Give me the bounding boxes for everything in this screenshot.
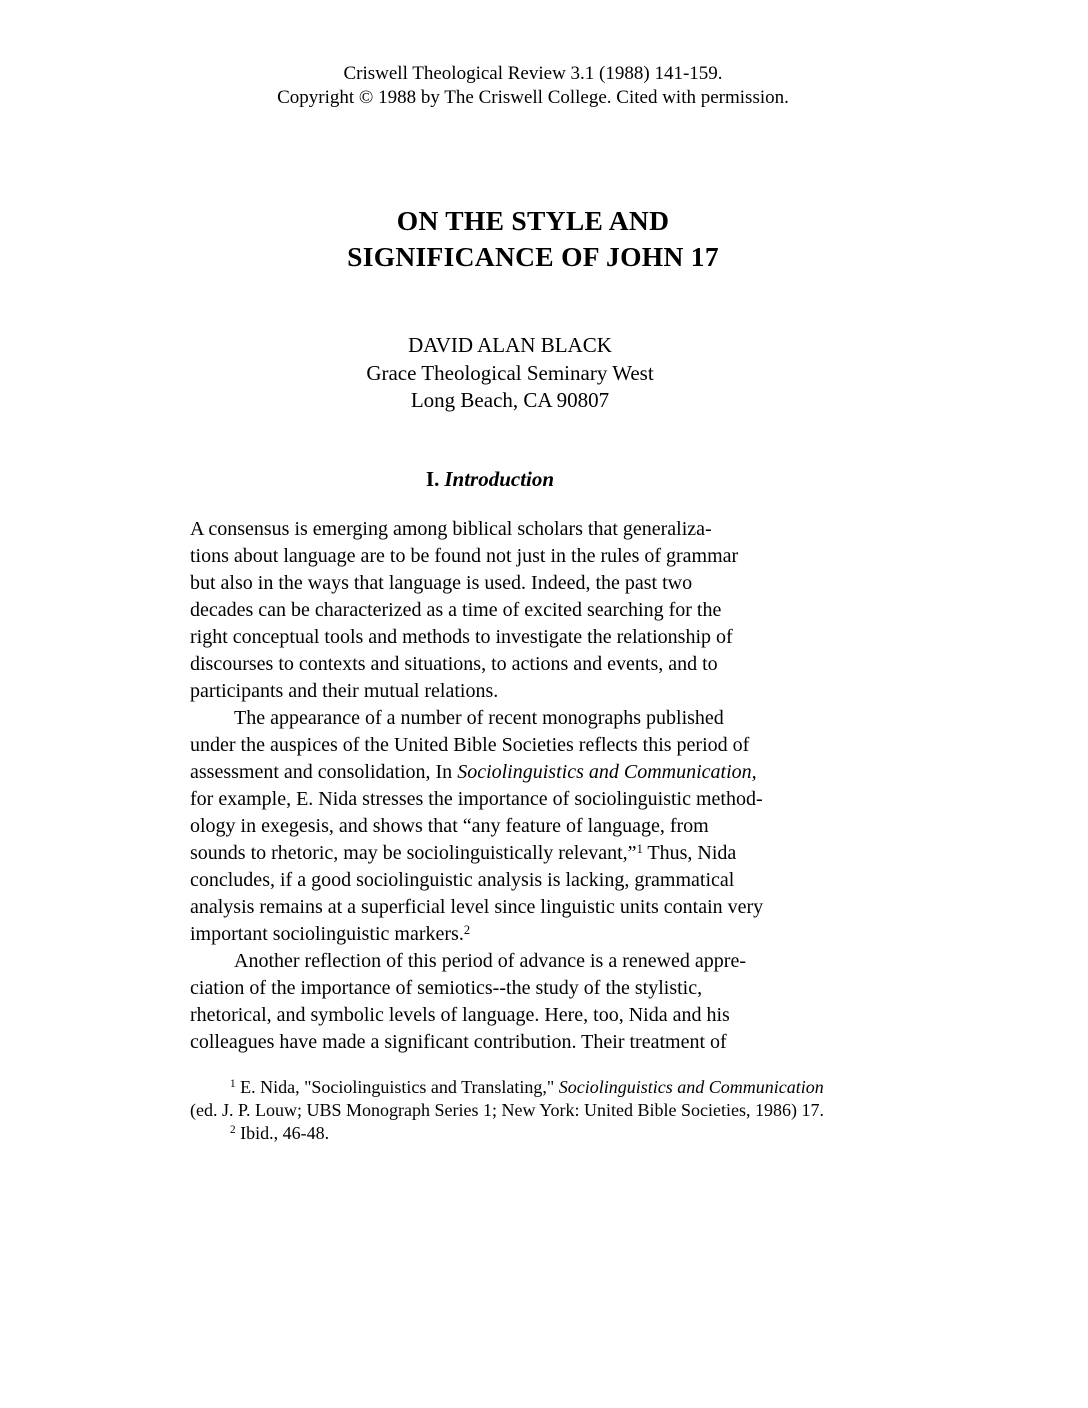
text-segment: analysis remains at a superficial level since linguistic units contain very xyxy=(190,896,764,918)
text-segment: decades can be characterized as a time of excited searching for the xyxy=(190,599,722,621)
text-line xyxy=(190,1099,824,1122)
text-line xyxy=(190,1076,824,1099)
text-segment: tions about language are to be found not just in the rules of grammar xyxy=(190,545,739,567)
text-line xyxy=(190,867,763,894)
text-segment: rhetorical, and symbolic levels of language. Here, too, Nida and his xyxy=(190,1004,730,1026)
text-line xyxy=(190,705,763,732)
text-line xyxy=(190,597,763,624)
text-line xyxy=(190,1122,824,1145)
footnotes xyxy=(190,1076,824,1145)
text-segment: Ibid., 46-48. xyxy=(235,1123,330,1143)
text-segment: ology in exegesis, and shows that “any feature of language, from xyxy=(190,815,709,837)
text-segment: colleagues have made a significant contribution. Their treatment of xyxy=(190,1031,727,1053)
article-title xyxy=(190,203,876,275)
footnote-reference: 2 xyxy=(230,1124,236,1137)
text-segment: for example, E. Nida stresses the importance of sociolinguistic method- xyxy=(190,788,763,810)
text-line xyxy=(190,543,763,570)
footnote-reference: 2 xyxy=(463,922,471,937)
text-line xyxy=(190,732,763,759)
text-segment: under the auspices of the United Bible Societies reflects this period of xyxy=(190,734,750,756)
text-line xyxy=(190,759,763,786)
section-title: Introduction xyxy=(444,467,555,491)
author-name: DAVID ALAN BLACK xyxy=(408,333,612,357)
journal-citation: Criswell Theological Review 3.1 (1988) 141-159. xyxy=(343,63,723,84)
text-line xyxy=(190,921,763,948)
text-line xyxy=(190,1002,763,1029)
author-institution: Grace Theological Seminary West xyxy=(366,360,654,385)
text-segment: (ed. J. P. Louw; UBS Monograph Series 1; New York: United Bible Societies, 1986) 17. xyxy=(190,1100,824,1120)
text-line xyxy=(190,840,763,867)
text-segment: assessment and consolidation, In xyxy=(190,761,458,783)
text-segment: concludes, if a good sociolinguistic analysis is lacking, grammatical xyxy=(190,869,735,891)
text-segment: The appearance of a number of recent monographs published xyxy=(234,707,724,729)
section-number: I. xyxy=(425,467,440,491)
text-segment: Sociolinguistics and Communication, xyxy=(457,761,757,783)
author-block xyxy=(190,332,830,415)
body-text xyxy=(190,516,763,1056)
text-segment: Sociolinguistics and Communication xyxy=(558,1077,824,1097)
text-line xyxy=(190,786,763,813)
text-segment: important sociolinguistic markers. xyxy=(190,923,464,945)
section-heading xyxy=(190,467,790,492)
article-title-line2: SIGNIFICANCE OF JOHN 17 xyxy=(347,241,719,272)
text-segment: A consensus is emerging among biblical scholars that generaliza- xyxy=(190,518,712,540)
journal-header xyxy=(190,62,876,110)
author-location: Long Beach, CA 90807 xyxy=(410,388,610,412)
text-line xyxy=(190,975,763,1002)
text-segment: discourses to contexts and situations, to actions and events, and to xyxy=(190,653,718,675)
text-segment: participants and their mutual relations. xyxy=(190,680,499,702)
text-segment: sounds to rhetoric, may be sociolinguistically relevant,” xyxy=(190,842,637,864)
text-line xyxy=(190,570,763,597)
text-segment: right conceptual tools and methods to investigate the relationship of xyxy=(190,626,733,648)
text-segment: ciation of the importance of semiotics--the study of the stylistic, xyxy=(190,977,703,999)
text-line xyxy=(190,516,763,543)
text-line xyxy=(190,678,763,705)
article-title-line1: ON THE STYLE AND xyxy=(396,205,670,236)
footnote-reference: 1 xyxy=(230,1078,236,1091)
text-line xyxy=(190,651,763,678)
text-segment: Another reflection of this period of advance is a renewed appre- xyxy=(234,950,747,972)
text-segment: E. Nida, "Sociolinguistics and Translating," xyxy=(235,1077,559,1097)
text-line xyxy=(190,624,763,651)
text-line xyxy=(190,948,763,975)
copyright-line: Copyright © 1988 by The Criswell College. Cited with permission. xyxy=(277,87,789,108)
text-segment: Thus, Nida xyxy=(642,842,737,864)
text-segment: but also in the ways that language is used. Indeed, the past two xyxy=(190,572,693,594)
text-line xyxy=(190,1029,763,1056)
text-line xyxy=(190,894,763,921)
footnote-reference: 1 xyxy=(636,841,643,856)
text-line xyxy=(190,813,763,840)
